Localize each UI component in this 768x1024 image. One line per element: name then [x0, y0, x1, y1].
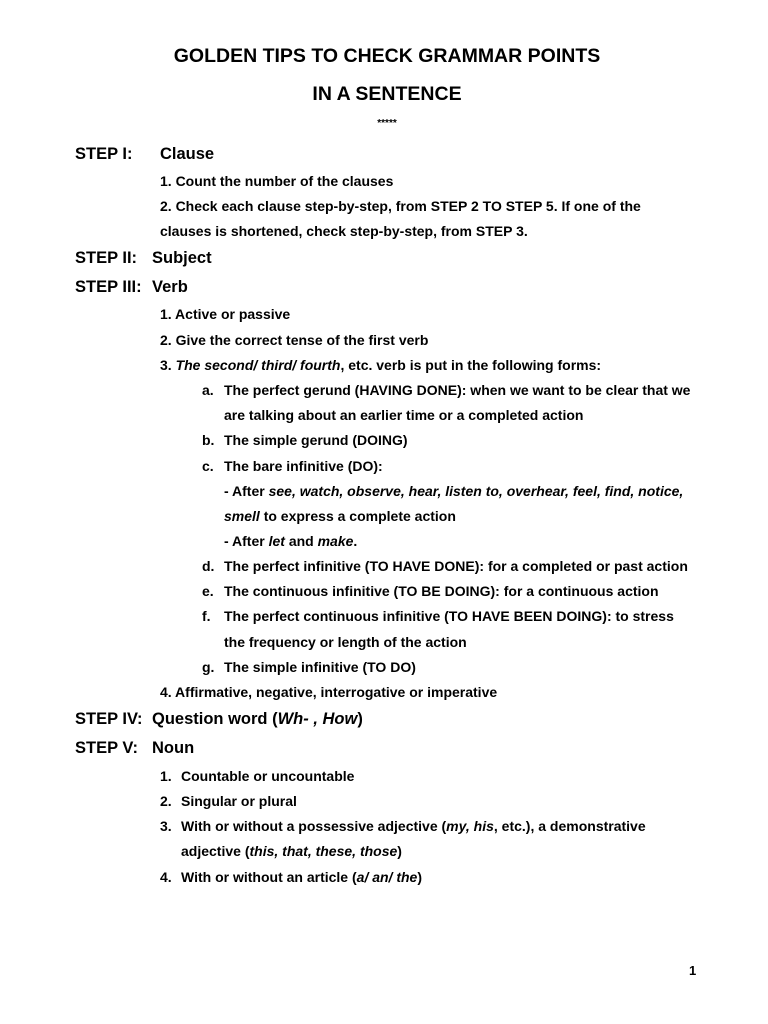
form-c-line-3-rest: to express a complete action: [259, 508, 456, 524]
clause-item-2-line-2: clauses is shortened, check step-by-step, from STEP 3.: [160, 223, 528, 239]
step-4-label: STEP IV:: [75, 710, 143, 728]
noun-item-1-number: 1.: [160, 768, 172, 784]
noun-item-1-text: Countable or uncountable: [181, 768, 355, 784]
noun-item-3-number: 3.: [160, 818, 172, 834]
form-a-letter: a.: [202, 382, 214, 398]
step-4-heading-suffix: ): [357, 710, 363, 728]
verb-item-3-prefix: 3.: [160, 357, 176, 373]
noun-item-4-prefix: With or without an article (: [181, 869, 357, 885]
form-b-line-1: The simple gerund (DOING): [224, 432, 408, 448]
form-c-line-4-italic-2: make: [317, 533, 354, 549]
form-c-line-2-prefix: - After: [224, 483, 269, 499]
form-d-line-1: The perfect infinitive (TO HAVE DONE): for a completed or past action: [224, 558, 688, 574]
form-d-letter: d.: [202, 558, 215, 574]
noun-item-2-number: 2.: [160, 793, 172, 809]
clause-item-1: 1. Count the number of the clauses: [160, 173, 394, 189]
verb-item-3: [160, 356, 601, 374]
form-a-line-2: are talking about an earlier time or a completed action: [224, 407, 584, 423]
form-c-line-4-prefix: - After: [224, 533, 269, 549]
title-separator: *****: [377, 118, 397, 129]
step-2-label: STEP II:: [75, 249, 138, 267]
verb-item-1: 1. Active or passive: [160, 306, 291, 322]
step-5-heading: Noun: [152, 739, 195, 757]
form-a-line-1: The perfect gerund (HAVING DONE): when we want to be clear that we: [224, 382, 691, 398]
noun-item-3-line-2: [181, 842, 402, 860]
page-number: 1: [689, 963, 697, 978]
noun-item-3-line-2-italic: this, that, these, those: [249, 843, 398, 859]
step-3-label: STEP III:: [75, 278, 142, 296]
step-4-heading: [152, 709, 363, 729]
noun-item-3-line-1-prefix: With or without a possessive adjective (: [181, 818, 447, 834]
noun-item-3-line-1-italic: my, his: [446, 818, 494, 834]
form-b-letter: b.: [202, 432, 215, 448]
step-2-heading: Subject: [152, 249, 212, 267]
noun-item-4-end: ): [417, 869, 423, 885]
noun-item-3-line-2-end: ): [397, 843, 402, 859]
form-c-line-4-italic-1: let: [268, 533, 285, 549]
document-title-line-1: GOLDEN TIPS TO CHECK GRAMMAR POINTS: [173, 45, 601, 67]
verb-item-3-italic: The second/ third/ fourth: [175, 357, 341, 373]
form-c-line-1: The bare infinitive (DO):: [224, 458, 383, 474]
form-f-letter: f.: [202, 608, 211, 624]
noun-item-3-line-1-rest: , etc.), a demonstrative: [493, 818, 646, 834]
verb-item-2: 2. Give the correct tense of the first verb: [160, 332, 429, 348]
step-5-label: STEP V:: [75, 739, 138, 757]
form-f-line-1: The perfect continuous infinitive (TO HAVE BEEN DOING): to stress: [224, 608, 674, 624]
form-c-line-3: [224, 507, 456, 525]
form-f-line-2: the frequency or length of the action: [224, 634, 467, 650]
noun-item-3-line-2-prefix: adjective (: [181, 843, 250, 859]
step-4-heading-italic: Wh- , How: [277, 710, 358, 728]
form-c-letter: c.: [202, 458, 214, 474]
noun-item-4-italic: a/ an/ the: [356, 869, 418, 885]
noun-item-4-number: 4.: [160, 869, 172, 885]
document-title-line-2: IN A SENTENCE: [312, 83, 462, 105]
clause-item-2-line-1: 2. Check each clause step-by-step, from STEP 2 TO STEP 5. If one of the: [160, 198, 641, 214]
step-4-heading-prefix: Question word (: [152, 710, 278, 728]
form-c-line-4-end: .: [353, 533, 358, 549]
form-e-letter: e.: [202, 583, 214, 599]
form-c-line-2-italic: see, watch, observe, hear, listen to, overhear, feel, find, notice,: [268, 483, 684, 499]
form-c-line-4: [224, 532, 357, 550]
form-e-line-1: The continuous infinitive (TO BE DOING): for a continuous action: [224, 583, 659, 599]
verb-item-4: 4. Affirmative, negative, interrogative or imperative: [160, 684, 498, 700]
verb-item-3-rest: , etc. verb is put in the following forms:: [340, 357, 602, 373]
form-g-line-1: The simple infinitive (TO DO): [224, 659, 416, 675]
step-1-heading: Clause: [160, 145, 215, 163]
noun-item-3-line-1: [181, 817, 646, 835]
form-c-line-2: [224, 482, 683, 500]
step-1-label: STEP I:: [75, 145, 133, 163]
noun-item-4-text: [181, 868, 422, 886]
form-c-line-4-mid: and: [284, 533, 318, 549]
noun-item-2-text: Singular or plural: [181, 793, 297, 809]
form-c-line-3-italic: smell: [224, 508, 260, 524]
form-g-letter: g.: [202, 659, 215, 675]
step-3-heading: Verb: [152, 278, 188, 296]
